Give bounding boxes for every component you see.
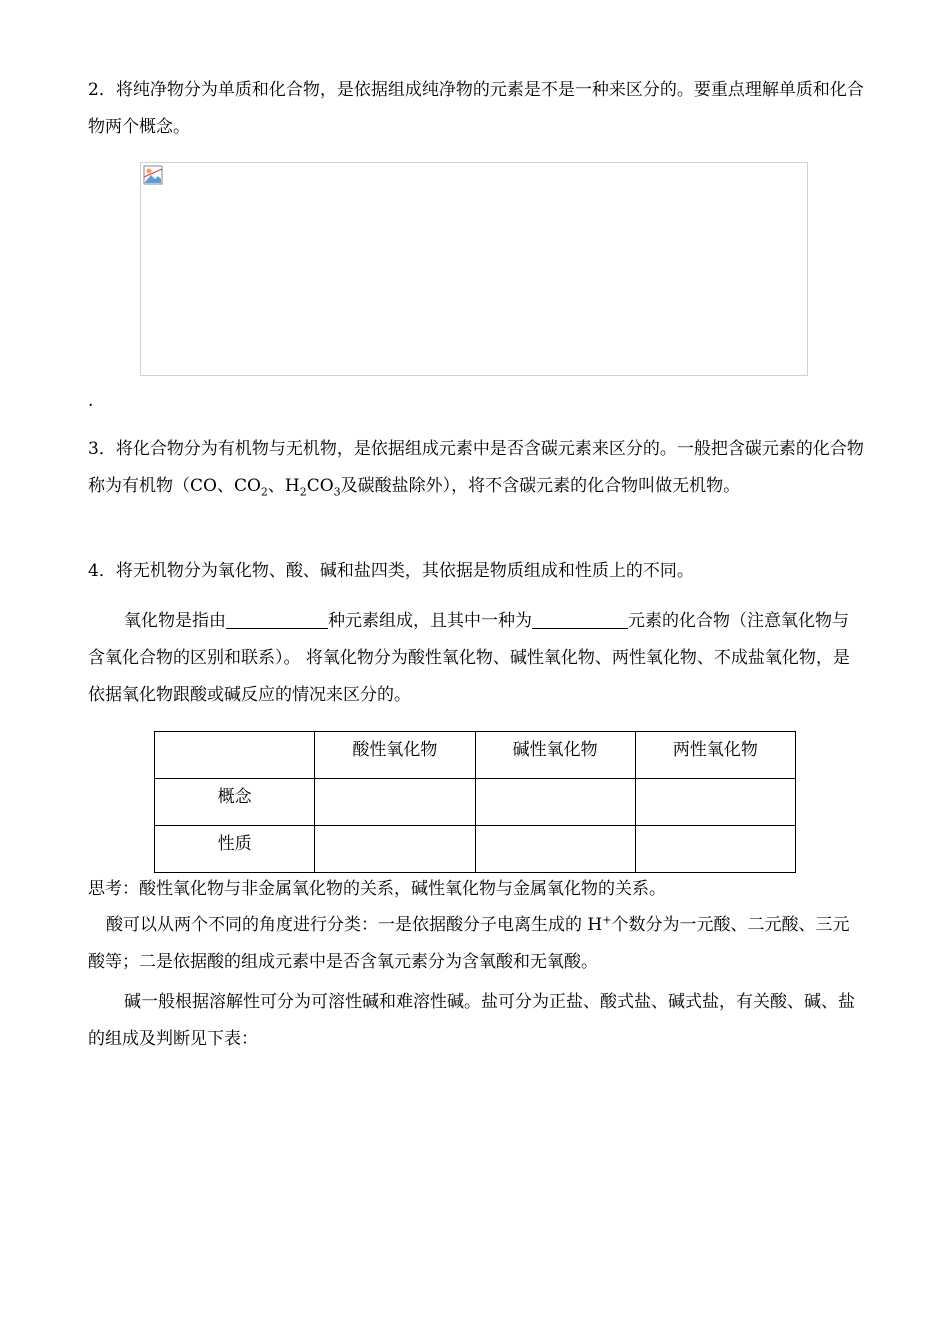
- paragraph-2-text: 2．将纯净物分为单质和化合物，是依据组成纯净物的元素是不是一种来区分的。要重点理解单质和化合物两个概念。: [88, 80, 864, 137]
- paragraph-5-part-a: 氧化物是指由: [124, 611, 226, 631]
- table-cell[interactable]: [315, 826, 475, 873]
- stray-dot: .: [88, 391, 94, 411]
- paragraph-8: [88, 984, 864, 1058]
- table-cell[interactable]: [315, 779, 475, 826]
- paragraph-3-part-c: CO: [306, 476, 334, 496]
- paragraph-8-text: 碱一般根据溶解性可分为可溶性碱和难溶性碱。盐可分为正盐、酸式盐、碱式盐，有关酸、碱、盐的组成及判断见下表：: [88, 992, 855, 1049]
- paragraph-6: [88, 874, 864, 904]
- paragraph-7: [88, 907, 864, 981]
- table-cell[interactable]: [635, 826, 795, 873]
- paragraph-5-part-c: 元素的化合物（注意氧化物与含氧化合物的区别和联系）。 将氧化物分为酸性氧化物、碱性氧化物、两性氧化物、不成盐氧化物，是依据氧化物跟酸或碱反应的情况来区分的。: [88, 611, 850, 705]
- table-row-label: 概念: [155, 779, 315, 826]
- table-header-cell: [155, 732, 315, 779]
- paragraph-4-text: 4．将无机物分为氧化物、酸、碱和盐四类，其依据是物质组成和性质上的不同。: [88, 561, 694, 581]
- paragraph-4: [88, 553, 864, 590]
- table-cell[interactable]: [475, 826, 635, 873]
- superscript: +: [602, 913, 612, 927]
- oxide-classification-table: [154, 731, 796, 873]
- subscript: 3: [333, 485, 341, 499]
- broken-image-icon: [143, 165, 163, 185]
- fill-blank-1[interactable]: [226, 608, 328, 629]
- table-header-cell: 两性氧化物: [635, 732, 795, 779]
- paragraph-3: [88, 431, 864, 505]
- paragraph-5: [88, 603, 864, 714]
- table-cell[interactable]: [635, 779, 795, 826]
- table-header-row: [155, 732, 796, 779]
- paragraph-7-part-b: 个数分为一元酸、二元酸、三元酸等；二是依据酸的组成元素中是否含氧元素分为含氧酸和无氧酸。: [88, 915, 850, 972]
- subscript: 2: [260, 485, 268, 499]
- subscript: 2: [299, 485, 307, 499]
- paragraph-3-part-b: 、H: [267, 476, 300, 496]
- paragraph-3-part-d: 及碳酸盐除外），将不含碳元素的化合物叫做无机物。: [340, 476, 741, 496]
- paragraph-6-text: 思考：酸性氧化物与非金属氧化物的关系，碱性氧化物与金属氧化物的关系。: [88, 879, 666, 899]
- table-cell[interactable]: [475, 779, 635, 826]
- paragraph-2: [88, 72, 864, 146]
- table-row-label: 性质: [155, 826, 315, 873]
- table-header-cell: 碱性氧化物: [475, 732, 635, 779]
- fill-blank-2[interactable]: [532, 608, 628, 629]
- paragraph-5-part-b: 种元素组成，且其中一种为: [328, 611, 532, 631]
- paragraph-7-part-a: 酸可以从两个不同的角度进行分类：一是依据酸分子电离生成的 H: [106, 915, 603, 935]
- table-row: [155, 826, 796, 873]
- paragraph-3-part-a: 3．将化合物分为有机物与无机物，是依据组成元素中是否含碳元素来区分的。一般把含碳元素的化合物称为有机物（CO、CO: [88, 439, 864, 496]
- table-row: [155, 779, 796, 826]
- missing-image-frame: [140, 162, 808, 376]
- table-header-cell: 酸性氧化物: [315, 732, 475, 779]
